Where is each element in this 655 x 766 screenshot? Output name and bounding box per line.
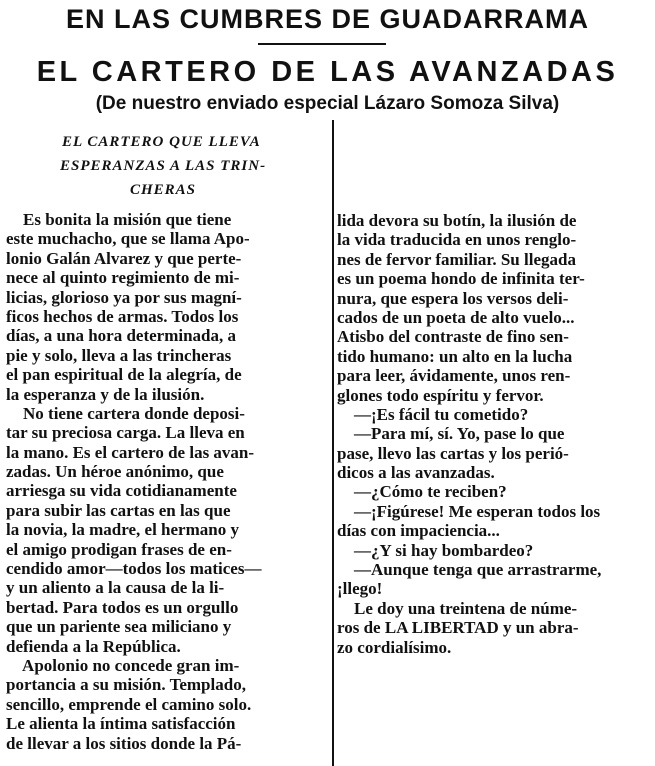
text-line: la vida traducida en unos renglo-: [337, 230, 577, 250]
text-line: y un aliento a la causa de la li-: [6, 578, 225, 598]
text-line: dicos a las avanzadas.: [337, 463, 495, 483]
text-line: días, a una hora determinada, a: [6, 326, 236, 346]
text-line: ¡llego!: [337, 579, 383, 599]
text-line: arriesga su vida cotidianamente: [6, 481, 237, 501]
title-divider: [258, 43, 386, 45]
text-line: tido humano: un alto en la lucha: [337, 346, 573, 366]
text-line: Le alienta la íntima satisfacción: [6, 714, 236, 734]
text-line: la novia, la madre, el hermano y: [6, 520, 239, 540]
text-line: portancia a su misión. Templado,: [6, 675, 246, 695]
text-line: licias, glorioso ya por sus magní-: [6, 287, 242, 307]
text-line: la mano. Es el cartero de las avan-: [6, 442, 255, 462]
text-line: Atisbo del contraste de fino sen-: [337, 327, 569, 347]
text-line: que un pariente sea miliciano y: [6, 617, 232, 637]
text-line: Es bonita la misión que tiene: [6, 210, 232, 229]
text-line: zo cordialísimo.: [337, 637, 452, 657]
text-line: —¿Cómo te reciben?: [337, 482, 507, 502]
text-line: cados de un poeta de alto vuelo...: [337, 307, 575, 327]
text-line: para subir las cartas en las que: [6, 500, 231, 520]
text-line: —¡Es fácil tu cometido?: [337, 404, 529, 424]
text-line: —¿Y si hay bombardeo?: [337, 540, 534, 560]
subhead-line: CHERAS: [130, 182, 197, 198]
text-line: para leer, ávidamente, unos ren-: [337, 366, 571, 386]
text-line: —¡Figúrese! Me esperan todos los: [337, 501, 601, 521]
text-line: pase, llevo las cartas y los perió-: [337, 443, 569, 463]
article-headline: EL CARTERO DE LAS AVANZADAS: [36, 56, 619, 88]
text-line: el amigo prodigan frases de en-: [6, 539, 232, 559]
text-line: glones todo espíritu y fervor.: [337, 385, 544, 405]
text-line: —Aunque tenga que arrastrarme,: [337, 560, 602, 580]
text-line: nura, que espera los versos deli-: [337, 288, 569, 308]
text-line: lida devora su botín, la ilusión de: [337, 211, 577, 230]
text-line: nes de fervor familiar. Su llegada: [337, 249, 576, 269]
text-line: Le doy una treintena de núme-: [337, 598, 578, 618]
text-line: es un poema hondo de infinita ter-: [337, 269, 585, 289]
text-line: tar su preciosa carga. La lleva en: [6, 423, 245, 443]
text-line: cendido amor—todos los matices—: [6, 559, 262, 579]
text-line: bertad. Para todos es un orgullo: [6, 597, 239, 617]
text-line: nece al quinto regimiento de mi-: [6, 268, 240, 288]
text-line: ros de LA LIBERTAD y un abra-: [337, 618, 579, 638]
right-column: [337, 211, 653, 657]
article-byline: (De nuestro enviado especial Lázaro Somoza Silva): [95, 93, 560, 114]
text-line: defienda a la República.: [6, 636, 181, 656]
text-line: pie y solo, lleva a las trincheras: [6, 345, 232, 365]
text-line: —Para mí, sí. Yo, pase lo que: [337, 424, 565, 444]
text-line: zadas. Un héroe anónimo, que: [6, 462, 224, 482]
text-line: la esperanza y de la ilusión.: [6, 384, 205, 404]
text-line: No tiene cartera donde deposi-: [6, 403, 245, 423]
text-line: días con impaciencia...: [337, 521, 500, 541]
article-subhead: [62, 130, 302, 202]
column-divider: [332, 120, 334, 766]
text-line: lonio Galán Alvarez y que perte-: [6, 248, 242, 268]
text-line: de llevar a los sitios donde la Pá-: [6, 733, 242, 753]
text-line: Apolonio no concede gran im-: [6, 655, 240, 675]
text-line: el pan espiritual de la alegría, de: [6, 365, 242, 385]
subhead-line: EL CARTERO QUE LLEVA: [62, 134, 261, 150]
section-kicker: EN LAS CUMBRES DE GUADARRAMA: [65, 4, 589, 34]
text-line: ficos hechos de armas. Todos los: [6, 306, 239, 326]
left-column: [6, 210, 324, 753]
text-line: este muchacho, que se llama Apo-: [6, 229, 250, 249]
subhead-line: ESPERANZAS A LAS TRIN-: [60, 158, 267, 174]
text-line: sencillo, emprende el camino solo.: [6, 694, 252, 714]
